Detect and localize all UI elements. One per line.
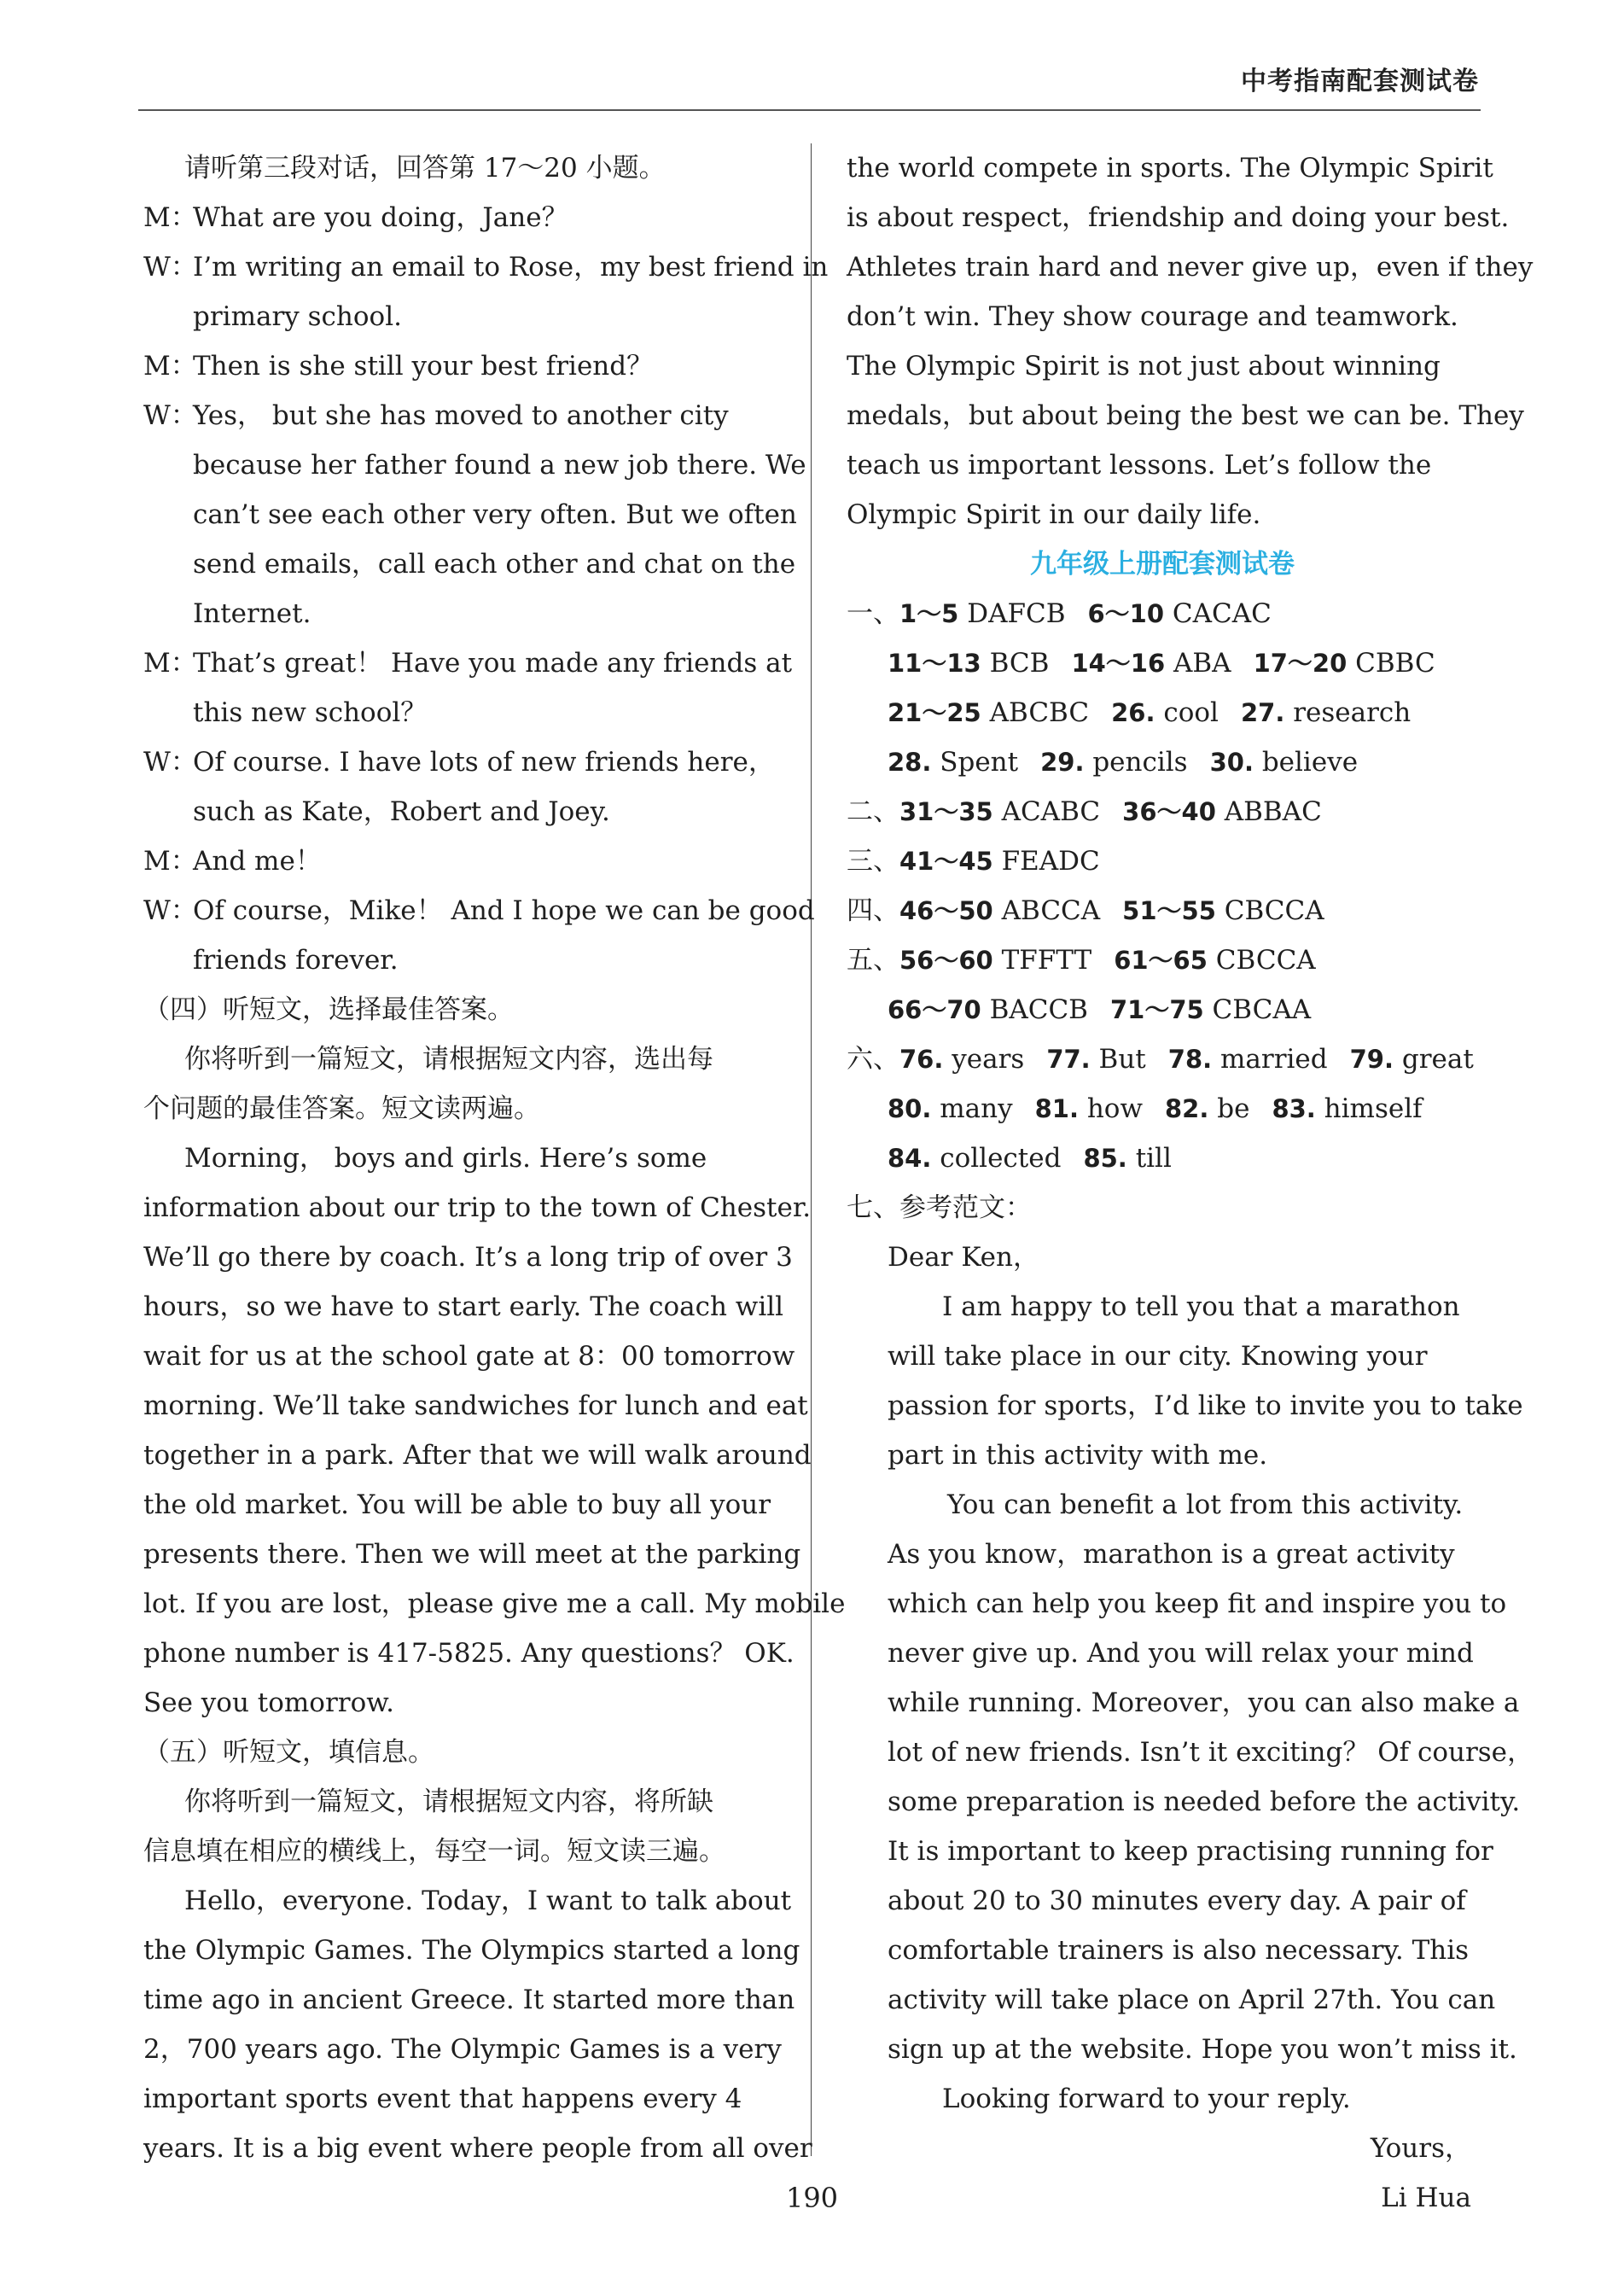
speaker-label: M： — [143, 648, 197, 679]
dialogue-line: W： I’m writing an email to Rose，my best friend in — [143, 242, 777, 292]
passage-line: See you tomorrow. — [143, 1687, 394, 1718]
essay-line: You can benefit a lot from this activity. — [947, 1489, 1464, 1520]
instruction-text: 信息填在相应的横线上，每空一词。短文读三遍。 — [143, 1836, 725, 1867]
dialogue-line: such as Kate，Robert and Joey. — [193, 796, 610, 827]
section-heading: （四）听短文，选择最佳答案。 — [143, 994, 514, 1025]
answer-row: 21～25 ABCBC 26. cool 27. research — [888, 697, 1412, 728]
essay-line: comfortable trainers is also necessary. This — [888, 1935, 1470, 1966]
passage-line: morning. We’ll take sandwiches for lunch and eat — [143, 1390, 808, 1421]
passage-line: Olympic Spirit in our daily life. — [847, 499, 1261, 530]
dialogue-line: M： Then is she still your best friend？ — [143, 341, 777, 391]
answer-row: 11～13 BCB 14～16 ABA 17～20 CBBC — [888, 648, 1435, 679]
speaker-label: M： — [143, 202, 197, 233]
passage-line: information about our trip to the town of Chester. — [143, 1192, 812, 1223]
part-label: 五、 — [847, 945, 899, 976]
dialogue-line: because her father found a new job there. We — [193, 450, 806, 481]
essay-line: I am happy to tell you that a marathon — [942, 1291, 1460, 1322]
header-rule — [138, 109, 1481, 111]
passage-line: lot. If you are lost，please give me a call. My mobile — [143, 1588, 846, 1619]
dialogue-line: M： What are you doing，Jane？ — [143, 193, 777, 242]
part-label: 三、 — [847, 846, 899, 877]
essay-closing: Looking forward to your reply. — [942, 2084, 1351, 2114]
part-label: 二、 — [847, 796, 899, 827]
left-column — [143, 143, 846, 2173]
passage-line: presents there. Then we will meet at the parking — [143, 1539, 801, 1570]
essay-line: sign up at the website. Hope you won’t miss it. — [888, 2034, 1517, 2065]
passage-line: teach us important lessons. Let’s follow the — [847, 450, 1432, 481]
dialogue-line: Internet. — [193, 598, 311, 629]
answer-row: 66～70 BACCB 71～75 CBCAA — [888, 994, 1312, 1025]
instruction-text: 个问题的最佳答案。短文读两遍。 — [143, 1093, 540, 1124]
right-column — [847, 143, 1534, 2223]
dialogue-line: primary school. — [193, 301, 402, 332]
passage-line: Athletes train hard and never give up，even if they — [847, 252, 1534, 283]
passage-line: is about respect，friendship and doing your best. — [847, 202, 1510, 233]
page-number: 190 — [785, 2182, 839, 2214]
passage-line: together in a park. After that we will walk around — [143, 1440, 812, 1471]
dialogue-line: can’t see each other very often. But we often — [193, 499, 797, 530]
essay-line: will take place in our city. Knowing your — [888, 1341, 1428, 1372]
passage-line: The Olympic Spirit is not just about winning — [847, 351, 1441, 382]
essay-line: while running. Moreover，you can also make a — [888, 1687, 1520, 1718]
passage-line: 2，700 years ago. The Olympic Games is a very — [143, 2034, 782, 2065]
essay-line: part in this activity with me. — [888, 1440, 1268, 1471]
answer-row: 五、56～60 TFFTT 61～65 CBCCA — [847, 945, 1316, 976]
answer-row: 一、1～5 DAFCB 6～10 CACAC — [847, 598, 1272, 629]
passage-line: medals，but about being the best we can be. They — [847, 400, 1524, 431]
answer-row: 80. many 81. how 82. be 83. himself — [888, 1093, 1423, 1124]
essay-line: lot of new friends. Isn’t it exciting？ Of course， — [888, 1737, 1534, 1768]
answer-row: 四、46～50 ABCCA 51～55 CBCCA — [847, 895, 1324, 926]
speaker-label: W： — [143, 252, 197, 283]
dialogue-line: friends forever. — [193, 945, 399, 976]
part-label: 六、 — [847, 1044, 899, 1075]
section-heading: （五）听短文，填信息。 — [143, 1737, 434, 1768]
speaker-label: M： — [143, 846, 197, 877]
answer-row: 二、31～35 ACABC 36～40 ABBAC — [847, 796, 1322, 827]
dialogue-line: W： Of course. I have lots of new friends here， — [143, 737, 777, 787]
answer-key-title: 九年级上册配套测试卷 — [1030, 549, 1295, 580]
answer-row: 三、41～45 FEADC — [847, 846, 1100, 877]
dialogue-line: this new school？ — [193, 697, 428, 728]
dialogue-line: M： And me！ — [143, 836, 777, 886]
passage-line: hours，so we have to start early. The coach will — [143, 1291, 784, 1322]
passage-line: don’t win. They show courage and teamwork. — [847, 301, 1458, 332]
dialogue-line: W： Of course，Mike！ And I hope we can be good — [143, 886, 777, 935]
speaker-label: W： — [143, 747, 197, 778]
essay-line: which can help you keep fit and inspire you to — [888, 1588, 1507, 1619]
dialogue-line: W： Yes， but she has moved to another city — [143, 391, 777, 440]
essay-line: activity will take place on April 27th. You can — [888, 1985, 1496, 2015]
passage-line: years. It is a big event where people from all over — [143, 2133, 812, 2164]
header-title: 中考指南配套测试卷 — [1241, 67, 1479, 96]
dialogue-instruction: 请听第三段对话，回答第 17～20 小题。 — [184, 153, 666, 184]
essay-line: some preparation is needed before the activity. — [888, 1786, 1521, 1817]
essay-signature: Li Hua — [1381, 2183, 1471, 2213]
answer-row: 84. collected 85. till — [888, 1143, 1172, 1174]
passage-line: wait for us at the school gate at 8：00 tomorrow — [143, 1341, 795, 1372]
passage-line: important sports event that happens every 4 — [143, 2084, 742, 2114]
dialogue-line: send emails，call each other and chat on the — [193, 549, 796, 580]
speaker-label: M： — [143, 351, 197, 382]
instruction-text: 你将听到一篇短文，请根据短文内容，选出每 — [184, 1044, 713, 1075]
part-label: 一、 — [847, 598, 899, 629]
passage-line: time ago in ancient Greece. It started more than — [143, 1985, 795, 2015]
passage-line: Hello，everyone. Today，I want to talk about — [184, 1886, 792, 1916]
essay-line: never give up. And you will relax your mind — [888, 1638, 1474, 1669]
speaker-label: W： — [143, 895, 197, 926]
passage-line: We’ll go there by coach. It’s a long trip of over 3 — [143, 1242, 793, 1273]
passage-line: the old market. You will be able to buy all your — [143, 1489, 771, 1520]
essay-line: about 20 to 30 minutes every day. A pair of — [888, 1886, 1466, 1916]
essay-line: It is important to keep practising running for — [888, 1836, 1493, 1867]
dialogue-line: M： That’s great！ Have you made any friends at — [143, 638, 777, 688]
essay-line: As you know，marathon is a great activity — [888, 1539, 1455, 1570]
passage-line: Morning， boys and girls. Here’s some — [184, 1143, 707, 1174]
passage-line: phone number is 417-5825. Any questions？ OK. — [143, 1638, 795, 1669]
passage-line: the Olympic Games. The Olympics started a long — [143, 1935, 800, 1966]
essay-signoff: Yours， — [1370, 2133, 1471, 2164]
answer-row: 六、76. years 77. But 78. married 79. great — [847, 1044, 1474, 1075]
essay-line: passion for sports，I’d like to invite you to take — [888, 1390, 1523, 1421]
part-label: 四、 — [847, 895, 899, 926]
passage-line: the world compete in sports. The Olympic Spirit — [847, 153, 1493, 184]
part-label: 七、参考范文： — [847, 1192, 1032, 1223]
column-divider — [811, 143, 812, 2156]
speaker-label: W： — [143, 400, 197, 431]
instruction-text: 你将听到一篇短文，请根据短文内容，将所缺 — [184, 1786, 713, 1817]
answer-row: 28. Spent 29. pencils 30. believe — [888, 747, 1359, 778]
essay-greeting: Dear Ken， — [888, 1242, 1039, 1273]
